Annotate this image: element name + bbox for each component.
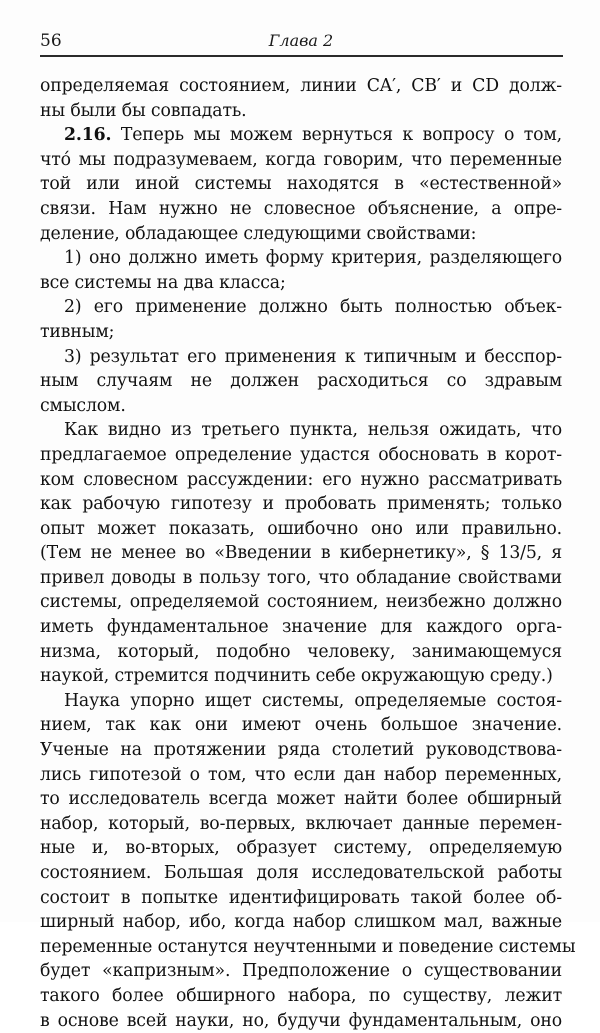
text-line <box>40 443 562 468</box>
line-text: определяемая состоянием, линии CA′, CB′ и CD долж- <box>40 76 562 96</box>
text-line <box>40 984 562 1009</box>
text-line <box>40 910 562 935</box>
line-text: набор, который, во-первых, включает данные перемен- <box>40 813 562 834</box>
page-number: 56 <box>40 31 62 51</box>
line-text: иметь фундаментальное значение для каждого орга- <box>40 617 562 638</box>
text-line <box>40 1009 562 1033</box>
text-line <box>40 123 562 148</box>
line-text: Теперь мы можем вернуться к вопросу о том, <box>111 125 562 146</box>
text-line <box>40 246 562 271</box>
text-line <box>40 99 562 124</box>
line-text: ширный набор, ибо, когда набор слишком мал, важные <box>40 912 562 933</box>
text-line <box>40 689 562 714</box>
text-line <box>40 664 562 689</box>
line-text: Как видно из третьего пункта, нельзя ожидать, что <box>64 420 562 441</box>
line-text: тивным; <box>40 321 115 342</box>
text-line <box>40 787 562 812</box>
line-text: ны были бы совпадать. <box>40 100 247 121</box>
line-text: Наука упорно ищет системы, определяемые состоя- <box>64 690 562 711</box>
line-text: (Тем не менее во «Введении в кибернетику», § 13/5, я <box>40 543 562 564</box>
running-head <box>40 31 562 53</box>
text-line <box>40 172 562 197</box>
line-text: 2) его применение должно быть полностью объек- <box>64 297 562 318</box>
text-line <box>40 369 562 394</box>
text-line <box>40 345 562 370</box>
text-line <box>40 418 562 443</box>
text-line <box>40 541 562 566</box>
text-line <box>40 74 562 99</box>
text-line <box>40 566 562 591</box>
text-line <box>40 394 562 419</box>
text-line <box>40 836 562 861</box>
text-line <box>40 295 562 320</box>
body-text <box>40 74 576 1033</box>
text-line <box>40 148 562 173</box>
line-text: переменные останутся неучтенными и поведение системы <box>40 936 576 957</box>
header-rule <box>40 55 563 57</box>
line-text: Ученые на протяжении ряда столетий руководствова- <box>40 740 562 761</box>
chapter-title: Глава 2 <box>268 31 334 50</box>
line-text: ным случаям не должен расходиться со здравым <box>40 371 562 392</box>
line-text: будет «капризным». Предположение о существовании <box>40 961 562 982</box>
line-text: низма, который, подобно человеку, занимающемуся <box>40 641 562 662</box>
line-text: смыслом. <box>40 395 126 416</box>
text-line <box>40 738 562 763</box>
line-text: в основе всей науки, но, будучи фундаментальным, оно <box>40 1010 562 1031</box>
line-text: ком словесном рассуждении: его нужно рассматривать <box>40 469 562 490</box>
text-line <box>40 861 562 886</box>
text-line <box>40 517 562 542</box>
line-text: 1) оно должно иметь форму критерия, разделяющего <box>64 248 562 269</box>
line-text: состоянием. Большая доля исследовательской работы <box>40 863 562 883</box>
line-text: предлагаемое определение удастся обосновать в корот- <box>40 444 562 465</box>
section-number: 2.16. <box>64 125 112 146</box>
text-line <box>40 886 562 911</box>
text-line <box>40 713 562 738</box>
text-line <box>40 640 562 665</box>
line-text: такого более обширного набора, по существу, лежит <box>40 985 562 1006</box>
line-text: что́ мы подразумеваем, когда говорим, что переменные <box>40 149 562 170</box>
text-line <box>40 959 562 984</box>
text-line <box>40 763 562 788</box>
text-line <box>40 935 576 960</box>
line-text: привел доводы в пользу того, что обладание свойствами <box>40 567 562 588</box>
line-text: той или иной системы находятся в «естественной» <box>40 174 562 195</box>
line-text: нием, так как они имеют очень большое значение. <box>40 715 562 736</box>
line-text: деление, обладающее следующими свойствами: <box>40 223 477 244</box>
line-text: все системы на два класса; <box>40 272 286 293</box>
line-text: ные и, во-вторых, образует систему, определяемую <box>40 838 562 859</box>
line-text: связи. Нам нужно не словесное объяснение, а опре- <box>40 198 562 219</box>
line-text: лись гипотезой о том, что если дан набор переменных, <box>40 764 562 785</box>
text-line <box>40 271 562 296</box>
line-text: как рабочую гипотезу и пробовать применять; только <box>40 494 562 515</box>
text-line <box>40 468 562 493</box>
line-text: системы, определяемой состоянием, неизбежно должно <box>40 592 562 613</box>
text-line <box>40 222 562 247</box>
line-text: 3) результат его применения к типичным и бесспор- <box>64 346 562 367</box>
text-line <box>40 492 562 517</box>
line-text: состоит в попытке идентифицировать такой более об- <box>40 887 562 908</box>
text-line <box>40 197 562 222</box>
text-line <box>40 320 562 345</box>
text-line <box>40 812 562 837</box>
line-text: наукой, стремится подчинить себе окружающую среду.) <box>40 666 553 687</box>
text-line <box>40 615 562 640</box>
line-text: то исследователь всегда может найти более обширный <box>40 789 562 810</box>
text-line <box>40 590 562 615</box>
line-text: опыт может показать, ошибочно оно или правильно. <box>40 518 562 539</box>
